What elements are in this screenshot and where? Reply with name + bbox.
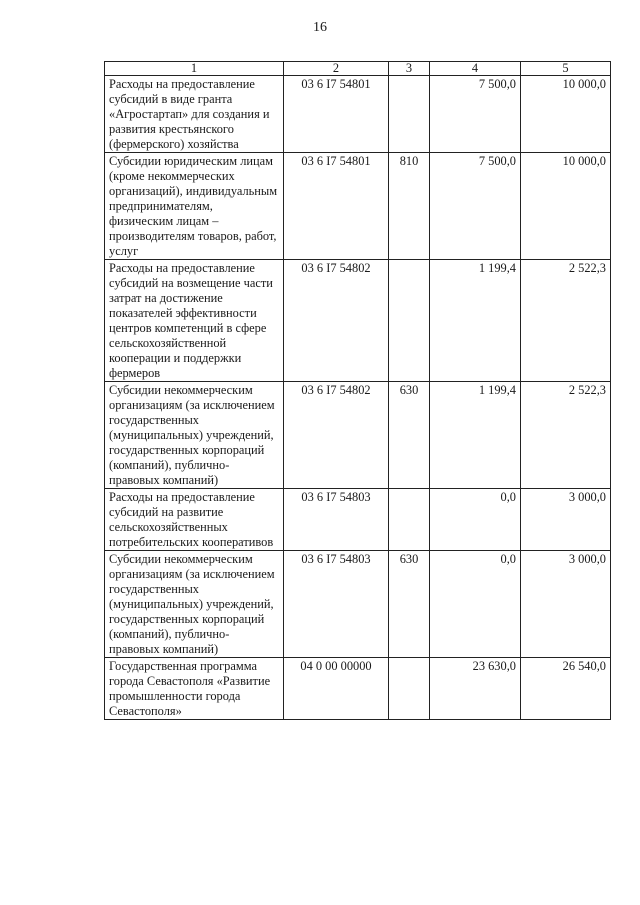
amount-second-year-cell: 2 522,3 [521,260,611,382]
target-code-cell: 03 6 I7 54803 [284,551,389,658]
amount-second-year-cell: 10 000,0 [521,153,611,260]
table-row [105,260,611,382]
expense-type-cell: 630 [389,551,430,658]
table-row [105,76,611,153]
column-header: 5 [521,62,611,76]
budget-table [104,61,611,720]
column-header: 3 [389,62,430,76]
amount-first-year-cell: 1 199,4 [430,260,521,382]
expense-type-cell [389,260,430,382]
column-header: 1 [105,62,284,76]
expense-name-cell: Расходы на предоставление субсидий на развитие сельскохозяйственных потребительских кооперативов [105,489,284,551]
expense-name-cell: Субсидии юридическим лицам (кроме некоммерческих организаций), индивидуальным предпринимателям, физическим лицам – производителям товаров, работ, услуг [105,153,284,260]
expense-name-cell: Расходы на предоставление субсидий на возмещение части затрат на достижение показателей эффективности центров компетенций в сфере сельскохозяйственной кооперации и поддержки фермеров [105,260,284,382]
amount-second-year-cell: 10 000,0 [521,76,611,153]
amount-first-year-cell: 1 199,4 [430,382,521,489]
expense-type-cell: 630 [389,382,430,489]
target-code-cell: 03 6 I7 54802 [284,260,389,382]
target-code-cell: 03 6 I7 54801 [284,153,389,260]
expense-name-cell: Субсидии некоммерческим организациям (за исключением государственных (муниципальных) учреждений, государственных корпораций (компаний), публично-правовых компаний) [105,551,284,658]
amount-second-year-cell: 26 540,0 [521,658,611,720]
amount-first-year-cell: 7 500,0 [430,153,521,260]
target-code-cell: 04 0 00 00000 [284,658,389,720]
expense-name-cell: Государственная программа города Севастополя «Развитие промышленности города Севастополя» [105,658,284,720]
amount-first-year-cell: 23 630,0 [430,658,521,720]
target-code-cell: 03 6 I7 54801 [284,76,389,153]
expense-type-cell [389,658,430,720]
target-code-cell: 03 6 I7 54802 [284,382,389,489]
page-number: 16 [313,20,327,35]
amount-first-year-cell: 7 500,0 [430,76,521,153]
expense-type-cell [389,489,430,551]
expense-type-cell [389,76,430,153]
amount-second-year-cell: 3 000,0 [521,489,611,551]
table-row [105,382,611,489]
table-row [105,153,611,260]
expense-type-cell: 810 [389,153,430,260]
table-row [105,658,611,720]
target-code-cell: 03 6 I7 54803 [284,489,389,551]
amount-first-year-cell: 0,0 [430,551,521,658]
expense-name-cell: Расходы на предоставление субсидий в виде гранта «Агростартап» для создания и развития крестьянского (фермерского) хозяйства [105,76,284,153]
table-header-row [105,62,611,76]
amount-first-year-cell: 0,0 [430,489,521,551]
table-row [105,489,611,551]
column-header: 2 [284,62,389,76]
amount-second-year-cell: 2 522,3 [521,382,611,489]
column-header: 4 [430,62,521,76]
table-row [105,551,611,658]
amount-second-year-cell: 3 000,0 [521,551,611,658]
expense-name-cell: Субсидии некоммерческим организациям (за исключением государственных (муниципальных) учреждений, государственных корпораций (компаний), публично-правовых компаний) [105,382,284,489]
